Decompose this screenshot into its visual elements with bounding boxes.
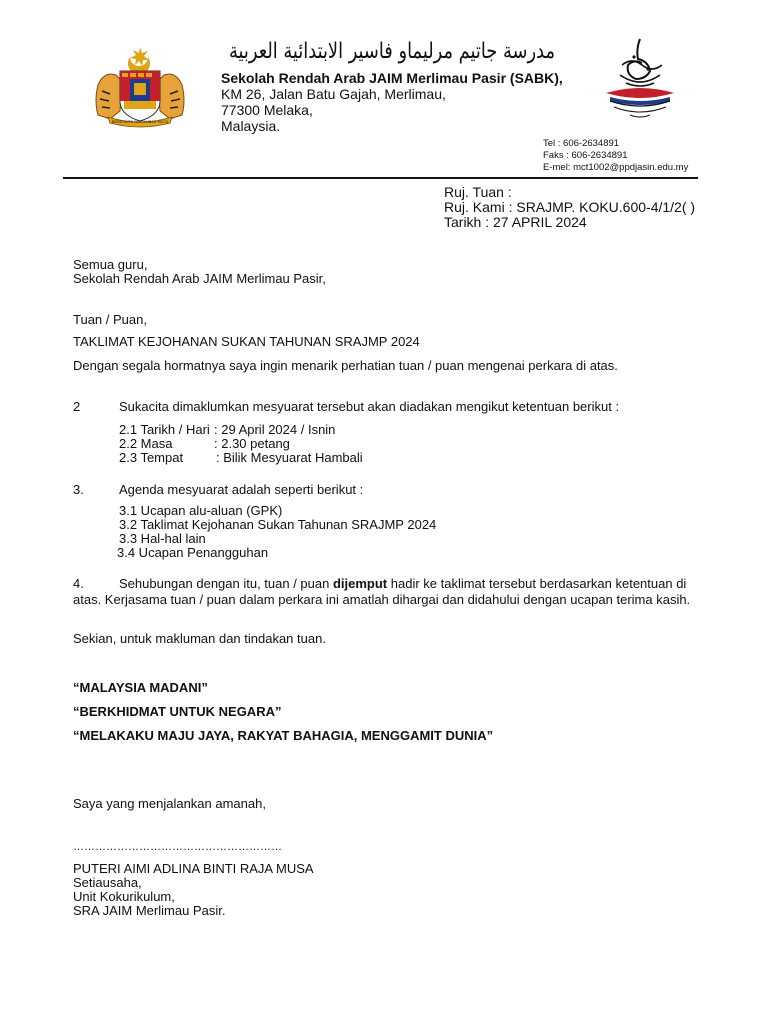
slogan-1: “MALAYSIA MADANI”: [73, 680, 208, 695]
svg-text:مدرسة جاتيم مرليماو فاسير الاب: مدرسة جاتيم مرليماو فاسير الابتدائية العربية: [229, 39, 555, 64]
school-name: Sekolah Rendah Arab JAIM Merlimau Pasir (SABK),: [221, 70, 563, 86]
para-4-text-after: hadir ke taklimat tersebut berdasarkan ketentuan di: [387, 576, 687, 591]
item-2-3-value: : Bilik Mesyuarat Hambali: [216, 450, 363, 465]
intro-paragraph: Dengan segala hormatnya saya ingin menarik perhatian tuan / puan mengenai perkara di atas.: [73, 358, 618, 373]
para-4-number: 4.: [73, 576, 84, 591]
address-line-2: 77300 Melaka,: [221, 102, 313, 118]
item-2-1-value: : 29 April 2024 / Isnin: [214, 422, 336, 437]
para-2-text: Sukacita dimaklumkan mesyuarat tersebut akan diadakan mengikut ketentuan berikut :: [119, 399, 620, 414]
agenda-item-4: 3.4 Ucapan Penangguhan: [117, 545, 269, 560]
letterhead-divider: [63, 177, 698, 179]
signatory-title: Setiausaha,: [73, 875, 142, 890]
slogan-2: “BERKHIDMAT UNTUK NEGARA”: [73, 704, 282, 719]
agenda-item-3: 3.3 Hal-hal lain: [119, 531, 206, 546]
signatory-name: PUTERI AIMI ADLINA BINTI RAJA MUSA: [73, 861, 314, 876]
signatory-unit: Unit Kokurikulum,: [73, 889, 175, 904]
address-line-3: Malaysia.: [221, 118, 281, 134]
arabic-school-name-calligraphy: [226, 32, 558, 66]
malaysia-coat-of-arms-logo: [90, 45, 190, 127]
tarikh: Tarikh : 27 APRIL 2024: [444, 214, 587, 230]
school-calligraphy-emblem-logo: [600, 35, 680, 125]
agenda-item-1: 3.1 Ucapan alu-aluan (GPK): [119, 503, 283, 518]
para-3-text: Agenda mesyuarat adalah seperti berikut :: [119, 482, 364, 497]
para-4-bold-text: dijemput: [332, 576, 388, 591]
address-line-1: KM 26, Jalan Batu Gajah, Merlimau,: [221, 86, 446, 102]
slogan-3: “MELAKAKU MAJU JAYA, RAKYAT BAHAGIA, MENGGAMIT DUNIA”: [73, 728, 494, 743]
ruj-kami: Ruj. Kami : SRAJMP. KOKU.600-4/1/2( ): [444, 199, 696, 215]
svg-text:BERSEKUTU BERTAMBAH MUTU: BERSEKUTU BERTAMBAH MUTU: [111, 120, 169, 124]
tel-number: Tel : 606-2634891: [543, 138, 620, 149]
para-3-number: 3.: [73, 482, 84, 497]
item-2-2-value: : 2.30 petang: [214, 436, 290, 451]
signature-dotted-line: …………………………………………………: [73, 841, 282, 853]
subject-title: TAKLIMAT KEJOHANAN SUKAN TAHUNAN SRAJMP 2024: [73, 334, 420, 349]
para-2-number: 2: [73, 399, 81, 414]
recipient-line-1: Semua guru,: [73, 257, 148, 272]
para-4-text-before: Sehubungan dengan itu, tuan / puan: [119, 576, 333, 591]
salutation: Tuan / Puan,: [73, 312, 147, 327]
para-4-line-2: atas. Kerjasama tuan / puan dalam perkara ini amatlah dihargai dan didahului dengan ucapan terima kasih.: [73, 592, 691, 607]
fax-number: Faks : 606-2634891: [543, 150, 628, 161]
signoff-line: Saya yang menjalankan amanah,: [73, 796, 266, 811]
agenda-item-2: 3.2 Taklimat Kejohanan Sukan Tahunan SRAJMP 2024: [119, 517, 437, 532]
closing-line: Sekian, untuk makluman dan tindakan tuan.: [73, 631, 326, 646]
para-4-line-1: [119, 577, 686, 591]
recipient-line-2: Sekolah Rendah Arab JAIM Merlimau Pasir,: [73, 271, 326, 286]
ruj-tuan: Ruj. Tuan :: [444, 184, 512, 200]
signatory-org: SRA JAIM Merlimau Pasir.: [73, 903, 226, 918]
email-address: E-mel: mct1002@ppdjasin.edu.my: [543, 162, 689, 173]
item-2-1-label: 2.1 Tarikh / Hari: [119, 422, 210, 437]
item-2-3-label: 2.3 Tempat: [119, 450, 184, 465]
item-2-2-label: 2.2 Masa: [119, 436, 173, 451]
